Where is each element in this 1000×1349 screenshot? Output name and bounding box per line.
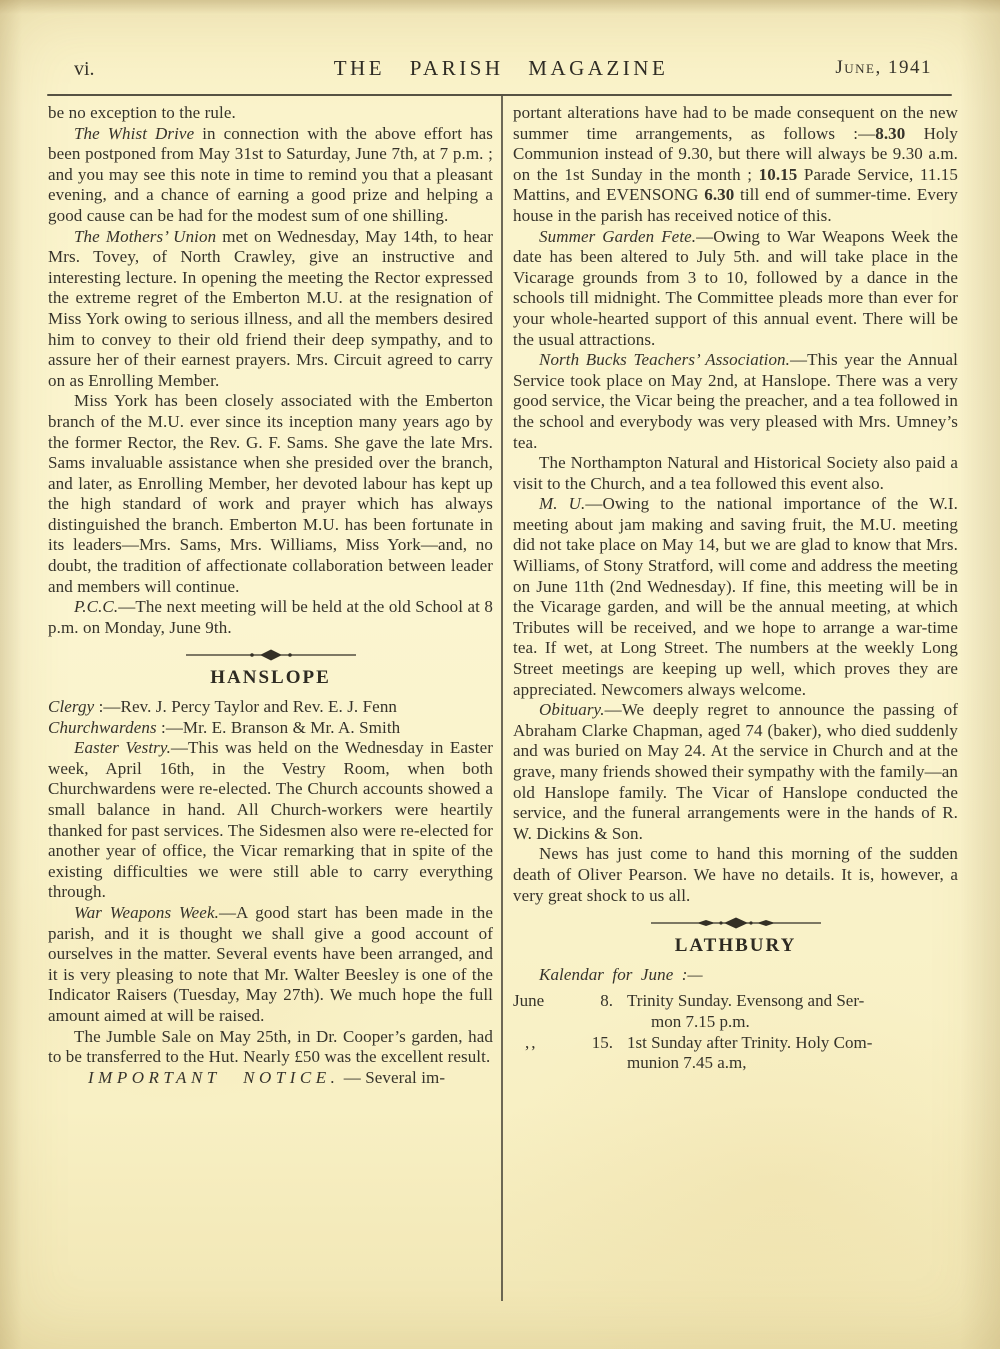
kalendar-description: Trinity Sunday. Evensong and Ser- mon 7.15 p.m. (627, 991, 865, 1031)
section-heading-hanslope: HANSLOPE (210, 667, 331, 689)
left-column (48, 103, 493, 1088)
kalendar-day: 8. (600, 991, 613, 1011)
paragraph-miss-york: Miss York has been closely associated with the Emberton branch of the M.U. ever since its inception many years ago by the former Rector, the Rev. G. F. Sams. She gave the late Mrs. Sams invaluable assistance when she presided over the branch, and later, as Enrolling Member, her devoted labour has kept up the high standard of work and prayer which has always distinguished the branch. Emberton M.U. has been fortunate in its leaders—Mrs. Sams, Mrs. Williams, Miss York—and, no doubt, the tradition of affectionate collaboration between leader and members will continue. (48, 391, 493, 596)
paragraph-notice-continuation: portant alterations have had to be made consequent on the new summer time arrangements, as follows :—8.30 Holy Communion instead of 9.30, but there will always be 9.30 a.m. on the 1st Sunday in the month ; 10.15 Parade Service, 11.15 Mattins, and EVENSONG 6.30 till end of summer-time. Every house in the parish has received notice of this. (513, 103, 959, 225)
important-notice-lead: IMPORTANT NOTICE. (88, 1067, 340, 1087)
whist-drive-lead: The Whist Drive (74, 123, 195, 143)
paragraph-summer-garden-fete: Summer Garden Fete.—Owing to War Weapons Week the date has been altered to July 5th. and will take place in the Vicarage grounds from 3 to 10, followed by a dance in the schools till midnight. The Committee pleads more than ever for your whole-hearted support of this annual event. There will be the usual attractions. (513, 226, 959, 349)
obituary-lead: Obituary. (539, 700, 605, 720)
kalendar-list (513, 991, 958, 1073)
easter-vestry-lead: Easter Vestry. (74, 738, 171, 758)
paragraph-jumble-sale: The Jumble Sale on May 25th, in Dr. Cooper’s garden, had to be transferred to the Hut. Nearly £50 was the excellent result. (48, 1026, 493, 1067)
paragraph-mothers-union: The Mothers’ Union met on Wednesday, May 14th, to hear Mrs. Tovey, of North Crawley, give an instructive and interesting lecture. In opening the meeting the Rector expressed the extreme regret of the Emberton M.U. at the resignation of Miss York owing to serious illness, and all the members desired him to convey to their old friend their deep sympathy, and to assure her of their earnest prayers. Mrs. Circuit agreed to carry on as Enrolling Member. (48, 226, 493, 390)
kalendar-day: 15. (591, 1032, 613, 1052)
paragraph-easter-vestry: Easter Vestry.—This was held on the Wednesday in Easter week, April 16th, in the Vestry Room, when both Churchwardens were re-elected. The Church accounts showed a small balance in hand. All Church-workers were heartily thanked for past services. The Sidesmen also were re-elected for another year of office, the Vicar remarking that in spite of the existing difficulties we were still able to carry everything through. (48, 738, 493, 902)
header-rule (47, 94, 952, 96)
page-number: vi. (74, 58, 95, 80)
issue-date: June, 1941 (835, 57, 932, 78)
kalendar-heading: Kalendar for June :— (539, 964, 703, 984)
right-column (513, 103, 958, 1074)
column-divider-rule (501, 96, 503, 1301)
pcc-lead: P.C.C. (74, 597, 119, 617)
paragraph-pcc: P.C.C.—The next meeting will be held at the old School at 8 p.m. on Monday, June 9th. (48, 597, 493, 637)
paragraph-obituary: Obituary.—We deeply regret to announce the passing of Abraham Clarke Chapman, aged 74 (baker), who died suddenly and was buried on May 24. At the service in Church and at the grave, many friends showed their sympathy with the family—an old Hanslope family. The Vicar of Hanslope conducted the service, and the funeral arrangements were in the hands of R. W. Dickins & Son. (513, 700, 958, 843)
paragraph-clergy: Clergy :—Rev. J. Percy Taylor and Rev. E. J. Fenn (48, 697, 398, 717)
section-heading-lathbury: LATHBURY (674, 935, 797, 957)
mu-lead: M. U. (539, 494, 586, 514)
paragraph-continuation: be no exception to the rule. (48, 103, 236, 122)
clergy-lead: Clergy (48, 697, 95, 717)
paragraph-mu: M. U.—Owing to the national importance of the W.I. meeting about jam making and saving fruit, the M.U. meeting did not take place on May 14, but we are glad to know that Mrs. Williams, of Stony Stratford, will come and address the meeting on June 11th (2nd Wednesday). If fine, this meeting will be in the Vicarage garden, and will be the annual meeting, at which Tributes will be received, and we hope to arrange a war-time tea. If wet, at Long Street. The numbers at the weekly Long Street meetings are keeping up well, which proves they are appreciated. Newcomers always welcome. (513, 494, 958, 699)
page-header (50, 54, 952, 82)
kalendar-description: 1st Sunday after Trinity. Holy Com- munion 7.45 a.m, (627, 1032, 873, 1073)
paragraph-north-bucks: North Bucks Teachers’ Association.—This year the Annual Service took place on May 2nd, at Hanslope. There was a very good service, the Vicar being the preacher, and a tea followed in the school and everybody was very pleased with Mrs. Umney’s tea. (513, 350, 958, 452)
churchwardens-lead: Churchwardens (48, 717, 157, 737)
paragraph-pearson-news: News has just come to hand this morning of the sudden death of Oliver Pearson. We have no details. It is, however, a very great shock to us all. (513, 844, 958, 905)
paragraph-important-notice: IMPORTANT NOTICE. — Several im- (88, 1067, 446, 1087)
magazine-title: THE PARISH MAGAZINE (333, 56, 669, 80)
north-bucks-lead: North Bucks Teachers’ Association. (539, 350, 791, 370)
section-divider-ornament (651, 917, 821, 929)
paragraph-war-weapons-week: War Weapons Week.—A good start has been made in the parish, and it is thought we shall give a good account of ourselves in the matter. Several events have been arranged, and it is very pleasing to note that Mr. Walter Beesley is one of the Indicator Raisers (Tuesday, May 27th). We much hope the full amount aimed at will be raised. (48, 902, 493, 1025)
kalendar-month-ditto: ,, (525, 1032, 538, 1052)
summer-garden-fete-lead: Summer Garden Fete. (539, 226, 697, 246)
war-weapons-lead: War Weapons Week. (74, 902, 219, 922)
kalendar-month: June (513, 991, 545, 1011)
mothers-union-lead: The Mothers’ Union (74, 226, 217, 246)
paragraph-northampton-society: The Northampton Natural and Historical Society also paid a visit to the Church, and a tea followed this event also. (513, 453, 958, 493)
section-divider-ornament (186, 649, 356, 661)
paragraph-churchwardens: Churchwardens :—Mr. E. Branson & Mr. A. Smith (48, 717, 401, 737)
paragraph-whist-drive: The Whist Drive in connection with the above effort has been postponed from May 31st to Saturday, June 7th, at 7 p.m. ; and you may see this note in time to remind you that a pleasant evening, and a chance of earning a good prize and helping a good cause can be had for the modest sum of one shilling. (48, 123, 493, 225)
